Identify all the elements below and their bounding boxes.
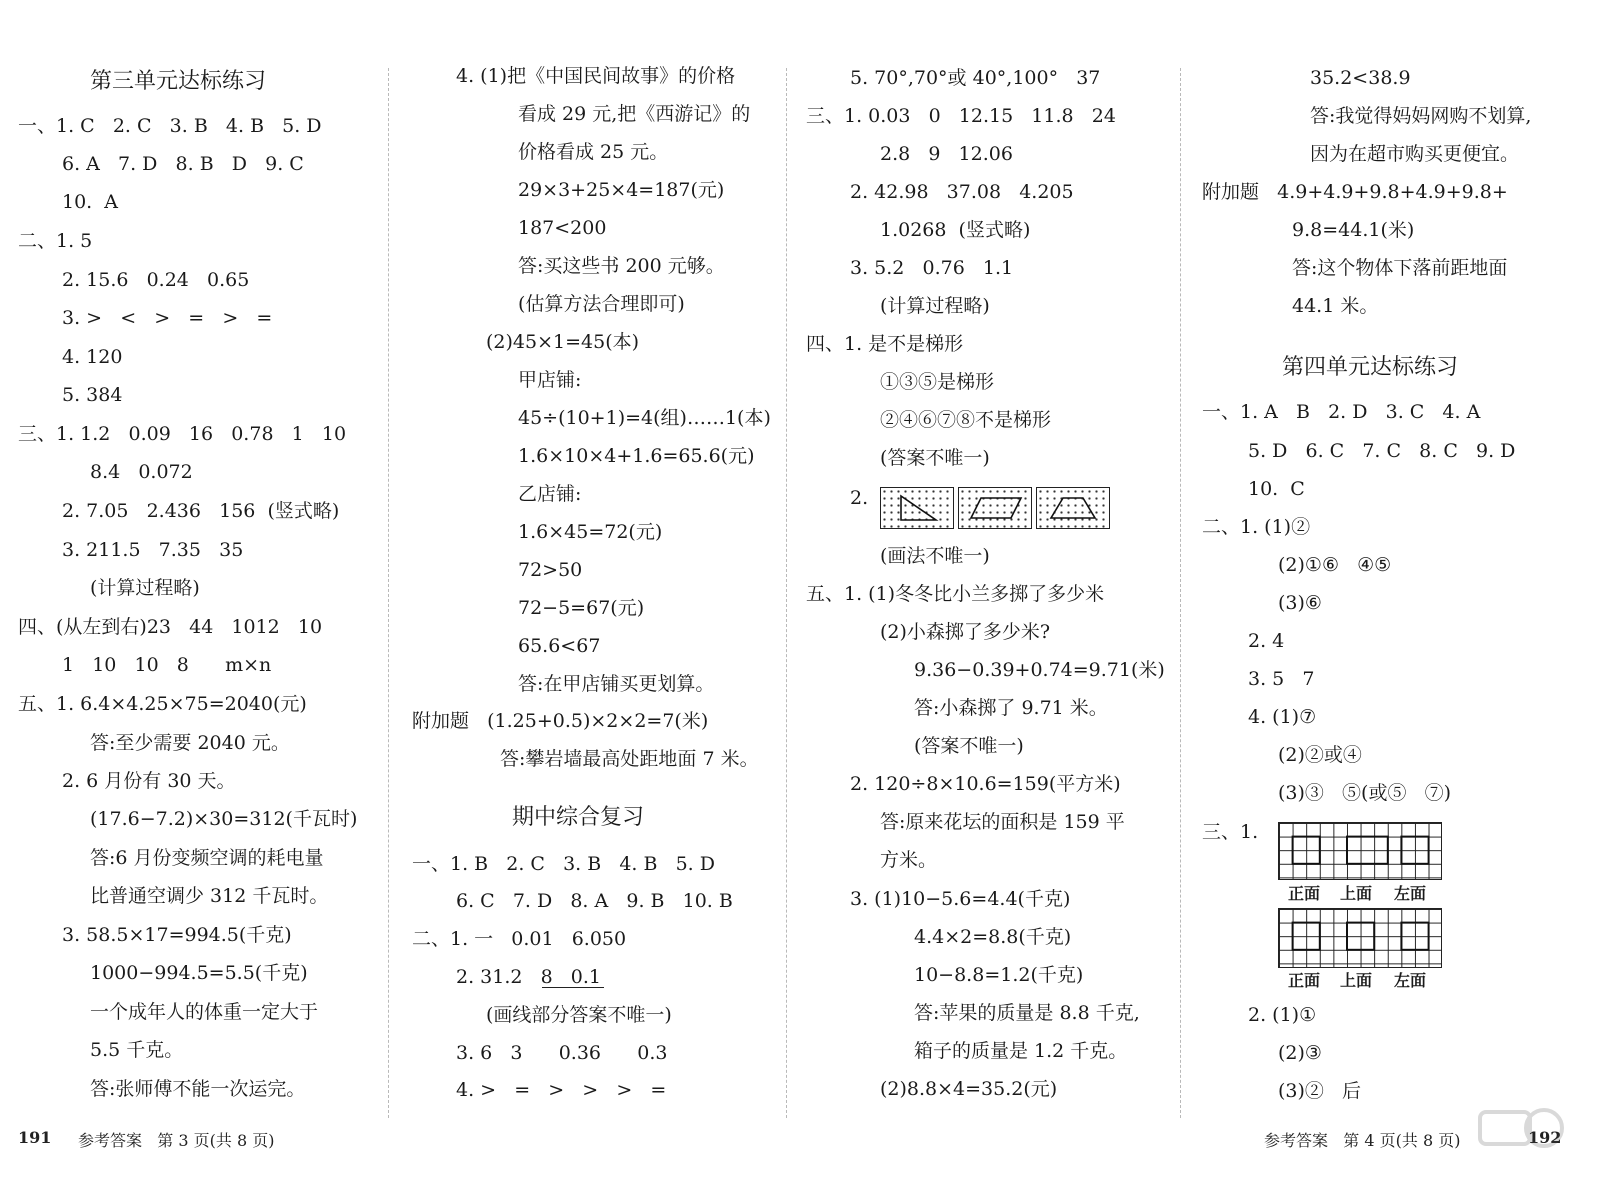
answer-line: (估算方法合理即可): [518, 293, 685, 315]
answer-line: 一、1. C 2. C 3. B 4. B 5. D: [18, 115, 322, 137]
footer-right-text: 参考答案 第 4 页(共 8 页): [1264, 1131, 1461, 1150]
triangle-shape: [881, 488, 953, 528]
answer-line: 6. C 7. D 8. A 9. B 10. B: [456, 890, 733, 912]
view-grid-2: [1278, 908, 1442, 968]
answer-line: 4.4×2=8.8(千克): [914, 926, 1072, 948]
answer-line: 一、1. B 2. C 3. B 4. B 5. D: [412, 853, 715, 875]
answer-line: 3. 211.5 7.35 35: [62, 539, 244, 561]
section-title: 第三单元达标练习: [90, 69, 267, 94]
answer-line: 9.8=44.1(米): [1292, 219, 1415, 241]
answer-line: 2. 7.05 2.436 156 (竖式略): [62, 500, 340, 522]
answer-line: 2. 4: [1248, 630, 1285, 652]
answer-line: 五、1. (1)冬冬比小兰多掷了多少米: [806, 583, 1105, 605]
answer-line: 甲店铺:: [518, 369, 582, 391]
view-label-left: 左面: [1394, 884, 1427, 903]
view-label-left: 左面: [1394, 971, 1427, 990]
answer-line: 5. 384: [62, 384, 123, 406]
answer-line: 2. 15.6 0.24 0.65: [62, 269, 250, 291]
answer-line: 二、1. 一 0.01 6.050: [412, 928, 627, 950]
answer-line: 2.: [850, 487, 869, 509]
answer-line: 因为在超市购买更便宜。: [1310, 143, 1520, 165]
answer-line: (17.6−7.2)×30=312(千瓦时): [90, 808, 358, 830]
view-shapes-2: [1279, 909, 1441, 967]
answer-line: 答:小森掷了 9.71 米。: [914, 697, 1108, 719]
answer-line: (3)③ ⑤(或⑤ ⑦): [1278, 782, 1451, 804]
answer-line: 4. > = > > > =: [456, 1079, 667, 1101]
view-label-top: 上面: [1340, 884, 1373, 903]
answer-line: (2)②或④: [1278, 744, 1362, 766]
answer-line: 6. A 7. D 8. B D 9. C: [62, 153, 304, 175]
answer-line: (2)45×1=45(本): [486, 331, 640, 353]
answer-line: 二、1. 5: [18, 230, 93, 252]
answer-line: 44.1 米。: [1292, 295, 1379, 317]
answer-line: 3. 5 7: [1248, 668, 1315, 690]
page-number-left: 191: [18, 1128, 52, 1147]
answer-line: 2. 31.2 8 0.1: [456, 966, 602, 988]
footer-left-text: 参考答案 第 3 页(共 8 页): [78, 1131, 275, 1150]
answer-line: 乙店铺:: [518, 483, 582, 505]
answer-line: 187<200: [518, 217, 607, 239]
answer-line: 答:原来花坛的面积是 159 平: [880, 811, 1125, 833]
view-grid-1: [1278, 822, 1442, 880]
answer-line: 35.2<38.9: [1310, 67, 1411, 89]
dot-grid-figure-3: [1036, 487, 1110, 529]
underline-mark: [542, 987, 604, 988]
answer-line: 3. 5.2 0.76 1.1: [850, 257, 1014, 279]
answer-line: 4. (1)⑦: [1248, 706, 1317, 728]
answer-line: (画线部分答案不唯一): [486, 1004, 672, 1026]
answer-line: 72>50: [518, 559, 583, 581]
answer-line: (3)② 后: [1278, 1080, 1362, 1102]
answer-line: 2. (1)①: [1248, 1004, 1317, 1026]
answer-line: 方米。: [880, 849, 938, 871]
answer-line: 45÷(10+1)=4(组)……1(本): [518, 407, 771, 429]
answer-line: (答案不唯一): [914, 735, 1024, 757]
section-title: 期中综合复习: [512, 805, 645, 830]
answer-line: (答案不唯一): [880, 447, 990, 469]
answer-line: 2. 42.98 37.08 4.205: [850, 181, 1074, 203]
answer-line: 一个成年人的体重一定大于: [90, 1001, 319, 1023]
answer-line: 5. 70°,70°或 40°,100° 37: [850, 67, 1101, 89]
answer-line: 1.0268 (竖式略): [880, 219, 1031, 241]
answer-line: 答:这个物体下落前距地面: [1292, 257, 1508, 279]
column-divider: [1180, 68, 1181, 1118]
answer-line: 答:买这些书 200 元够。: [518, 255, 725, 277]
column-divider: [388, 68, 389, 1118]
answer-line: 2. 120÷8×10.6=159(平方米): [850, 773, 1121, 795]
view-label-front: 正面: [1288, 884, 1321, 903]
answer-line: 10−8.8=1.2(千克): [914, 964, 1084, 986]
dot-grid-figure-1: [880, 487, 954, 529]
answer-line: 答:苹果的质量是 8.8 千克,: [914, 1002, 1140, 1024]
answer-line: 答:至少需要 2040 元。: [90, 732, 290, 754]
answer-line: 1.6×45=72(元): [518, 521, 663, 543]
answer-line: 10. A: [62, 191, 119, 213]
answer-line: ②④⑥⑦⑧不是梯形: [880, 409, 1052, 431]
answer-line: (2)③: [1278, 1042, 1322, 1064]
answer-line: 附加题 4.9+4.9+9.8+4.9+9.8+: [1202, 181, 1508, 203]
answer-line: 答:张师傅不能一次运完。: [90, 1078, 306, 1100]
answer-line: 答:攀岩墙最高处距地面 7 米。: [500, 748, 759, 770]
answer-line: 三、1. 1.2 0.09 16 0.78 1 10: [18, 423, 347, 445]
answer-line: (画法不唯一): [880, 545, 990, 567]
answer-line: (3)⑥: [1278, 592, 1322, 614]
dot-grid-figure-2: [958, 487, 1032, 529]
answer-line: 箱子的质量是 1.2 千克。: [914, 1040, 1128, 1062]
watermark-logo: [1476, 1104, 1566, 1166]
trapezoid-shape: [1037, 488, 1109, 528]
answer-line: 四、1. 是不是梯形: [806, 333, 964, 355]
answer-line: 10. C: [1248, 478, 1305, 500]
answer-line: 三、1. 0.03 0 12.15 11.8 24: [806, 105, 1116, 127]
view-shapes-1: [1279, 823, 1441, 879]
answer-line: 2. 6 月份有 30 天。: [62, 770, 236, 792]
answer-line: 3. > < > = > =: [62, 307, 273, 329]
parallelogram-shape: [959, 488, 1031, 528]
answer-line: 答:6 月份变频空调的耗电量: [90, 847, 324, 869]
answer-line: 答:在甲店铺买更划算。: [518, 673, 715, 695]
answer-line: 8.4 0.072: [90, 461, 193, 483]
answer-line: 1 10 10 8 m×n: [62, 654, 272, 676]
answer-line: 答:我觉得妈妈网购不划算,: [1310, 105, 1532, 127]
answer-line: 3. 58.5×17=994.5(千克): [62, 924, 292, 946]
column-divider: [786, 68, 787, 1118]
answer-line: 比普通空调少 312 千瓦时。: [90, 885, 329, 907]
answer-line: 5.5 千克。: [90, 1039, 184, 1061]
watermark-icon: [1476, 1104, 1566, 1166]
answer-line: 29×3+25×4=187(元): [518, 179, 725, 201]
answer-line: 3. (1)10−5.6=4.4(千克): [850, 888, 1071, 910]
answer-line: 附加题 (1.25+0.5)×2×2=7(米): [412, 710, 709, 732]
answer-line: 三、1.: [1202, 821, 1259, 843]
answer-line: 五、1. 6.4×4.25×75=2040(元): [18, 693, 307, 715]
answer-line: 3. 6 3 0.36 0.3: [456, 1042, 668, 1064]
view-label-front: 正面: [1288, 971, 1321, 990]
answer-line: 5. D 6. C 7. C 8. C 9. D: [1248, 440, 1516, 462]
page-number-right: 192: [1528, 1128, 1562, 1147]
answer-line: 一、1. A B 2. D 3. C 4. A: [1202, 401, 1481, 423]
answer-line: (计算过程略): [90, 577, 200, 599]
answer-line: 价格看成 25 元。: [518, 141, 669, 163]
answer-line: 1000−994.5=5.5(千克): [90, 962, 308, 984]
answer-line: 72−5=67(元): [518, 597, 645, 619]
answer-line: 65.6<67: [518, 635, 601, 657]
answer-line: 四、(从左到右)23 44 1012 10: [18, 616, 323, 638]
answer-line: 4. (1)把《中国民间故事》的价格: [456, 65, 736, 87]
answer-line: 看成 29 元,把《西游记》的: [518, 103, 751, 125]
answer-line: 2.8 9 12.06: [880, 143, 1013, 165]
answer-line: 1.6×10×4+1.6=65.6(元): [518, 445, 755, 467]
answer-line: ①③⑤是梯形: [880, 371, 995, 393]
answer-line: 二、1. (1)②: [1202, 516, 1311, 538]
answer-line: (计算过程略): [880, 295, 990, 317]
section-title: 第四单元达标练习: [1282, 355, 1459, 380]
answer-line: (2)小森掷了多少米?: [880, 621, 1051, 643]
answer-line: (2)8.8×4=35.2(元): [880, 1078, 1058, 1100]
answer-line: 4. 120: [62, 346, 123, 368]
answer-line: 9.36−0.39+0.74=9.71(米): [914, 659, 1165, 681]
answer-line: (2)①⑥ ④⑤: [1278, 554, 1392, 576]
view-label-top: 上面: [1340, 971, 1373, 990]
